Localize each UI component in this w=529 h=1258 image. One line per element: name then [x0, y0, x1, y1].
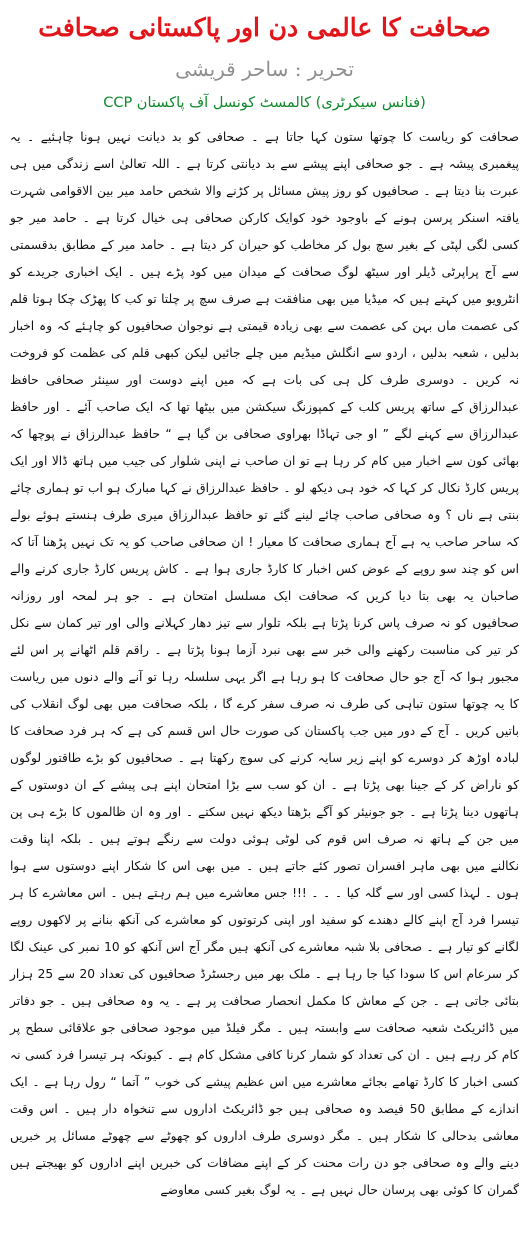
article-byline: تحریر : ساحر قریشی: [175, 57, 354, 81]
article-title: صحافت کا عالمی دن اور پاکستانی صحافت: [38, 13, 491, 42]
author-role: (فنانس سیکرٹری) کالمسٹ کونسل آف پاکستان CCP: [103, 95, 426, 111]
article-body: صحافت کو ریاست کا چوتھا ستون کہا جاتا ہے ۔ صحافی کو بد دیانت نہیں ہونا چاہئیے ۔ یہ پیغمبری پیشہ ہے ۔ جو صحافی اپنے پیشے سے بد دیانتی کرتا ہے ۔ اللہ تعالیٰ اسے زندگی میں ہی عبرت بنا دیتا ہے ۔ صحافیوں کو روز پیش مسائل پر کڑنے والا شخص حامد میر بین الاقوامی شہرت یافتہ اسنکر پرسن ہونے کے باوجود خود کوایک کارکن صحافی ہی خیال کرتا ہے ۔ حامد میر جو کسی لگی لپٹی کے بغیر سچ بول کر مخاطب کو حیران کر دیتا ہے ۔ حامد میر کے مطابق بدقسمتی سے آج پراپرٹی ڈیلر اور سیٹھ لوگ صحافت کے میدان میں کود پڑے ہیں ۔ ایک اخباری جریدے کو انٹرویو میں کہتے ہیں کہ میڈیا میں بھی منافقت ہے صرف سچ پر چلتا تو کب کا پھڑک چکا ہوتا قلم کی عصمت ماں بہن کی عصمت سے بھی زیادہ قیمتی ہے نوجوان صحافیوں کو چاہئے کہ وہ اخبار بدلیں ، شعبہ بدلیں ، اردو سے انگلش میڈیم میں چلے جائیں لیکن کبھی قلم کی عظمت کو فروخت نہ کریں ۔ دوسری طرف کل ہی کی بات ہے کہ میں اپنے دوست اور سینئر صحافی حافظ عبدالرزاق کے ساتھ پریس کلب کے کمپوزنگ سیکشن میں بیٹھا تھا کہ ایک صاحب آئے ۔ اور حافظ عبدالرزاق سے کہنے لگے ” او جی تہاڈا بھراوی صحافی بن گیا ہے “ حافظ عبدالرزاق نے پوچھا کہ بھائی کون سے اخبار میں کام کر رہا ہے تو ان صاحب نے اپنی شلوار کی جیب میں ہاتھ ڈالا اور ایک پریس کارڈ نکال کر کہا کہ خود ہی دیکھ لو ۔ حافظ عبدالرزاق نے کہا مبارک ہو اب تو ہماری چائے بنتی ہے ناں ؟ وہ صحافی صاحب چائے لینے گئے تو حافظ عبدالرزاق میری طرف ہنستے ہوئے بولے کہ ساحر صاحب یہ ہے آج ہماری صحافت کا معیار ! ان صحافی صاحب کو یہ تک نہیں پڑھنا آتا کہ اس کو چند سو روپے کے عوض کس اخبار کا کارڈ جاری ہوا ہے ۔ کاش پریس کارڈ جاری کرنے والے صاحبان یہ بھی بتا دیا کریں کہ صحافت ایک مسلسل امتحان ہے ۔ جو ہر لمحہ اور روزانہ صحافیوں کو نہ صرف پاس کرنا پڑتا ہے بلکہ تلوار سے تیز دھار کہلانے والی اور تیر کمان سے نکل کر تیر کی مناسبت رکھنے والی خبر سے بھی نبرد آزما ہونا پڑتا ہے ۔ راقم قلم اٹھانے پر اس لئے مجبور ہوا کہ آج جو حال صحافت کا ہو رہا ہے اگر یہی سلسلہ رہا تو آنے والے دنوں میں ریاست کا یہ چوتھا ستون تباہی کی طرف نہ صرف سفر کرے گا ، بلکہ صحافت میں بھی لوگ انقلاب کی باتیں کریں ۔ آج کے دور میں جب پاکستان کی صورت حال اس قسم کی ہے کہ ہر فرد صحافت کا لبادہ اوڑھ کر دوسرے کو اپنے زیر سایہ کرنے کی سوچ رکھتا ہے ۔ صحافیوں کو بڑے طاقتور لوگوں کو ناراض کر کے جینا بھی پڑتا ہے ۔ ان کو سب سے بڑا امتحان اپنے ہی پیشے کے ان دوستوں کے ہاتھوں دینا پڑتا ہے ۔ جو جونیئر کو آگے بڑھتا دیکھ نہیں سکتے ۔ اور وہ ان ظالموں کا بڑے ہی پن میں جن کے ہاتھ نہ صرف اس قوم کی لوٹی ہوئی دولت سے رنگے ہوتے ہیں ۔ بلکہ اپنا وقت نکالنے میں بھی ماہر افسران تصور کئے جاتے ہیں ۔ میں بھی اس کا شکار اپنے دوستوں سے ہوا ہوں ۔ لہذا کسی اور سے گلہ کیا ۔ ۔ ۔ !!! جس معاشرے میں ہم رہتے ہیں ۔ اس معاشرے کا ہر تیسرا فرد آج اپنے کالے دھندے کو سفید اور اپنی کرتوتوں کو معاشرے کی آنکھ بنانے پر لاکھوں روپے لگانے کو تیار ہے ۔ صحافی بلا شبہ معاشرے کی آنکھ ہیں مگر آج اس آنکھ کو 10 نمبر کی عینک لگا کر سرعام اس کا سودا کیا جا رہا ہے ۔ ملک بھر میں رجسٹرڈ صحافیوں کی تعداد 20 سے 25 ہزار بتائی جاتی ہے ۔ جن کے معاش کا مکمل انحصار صحافت پر ہے ۔ یہ وہ صحافی ہیں ۔ جو دفاتر میں ڈائریکٹ شعبہ صحافت سے وابستہ ہیں ۔ مگر فیلڈ میں موجود صحافی جو علاقائی سطح پر کام کر رہے ہیں ۔ ان کی تعداد کو شمار کرنا کافی مشکل کام ہے ۔ کیونکہ ہر تیسرا فرد کسی نہ کسی اخبار کا کارڈ تھامے بجائے معاشرے میں اس عظیم پیشے کی خوب ” آتما “ رول رہا ہے ۔ ایک اندازے کے مطابق 50 فیصد وہ صحافی ہیں جو ڈائریکٹ اداروں سے تنخواہ دار ہیں ۔ اس وقت معاشی بدحالی کا شکار ہیں ۔ مگر دوسری طرف اداروں کو چھوٹے سے چھوٹے مسائل پر خبریں دینے والے وہ صحافی جو دن رات محنت کر کے اپنے مضافات کی خبریں اپنے اداروں کو بھیجتے ہیں گمران کا کوئی بھی پرسان حال نہیں ہے ۔ یہ لوگ بغیر کسی معاوضے: [10, 130, 519, 1197]
